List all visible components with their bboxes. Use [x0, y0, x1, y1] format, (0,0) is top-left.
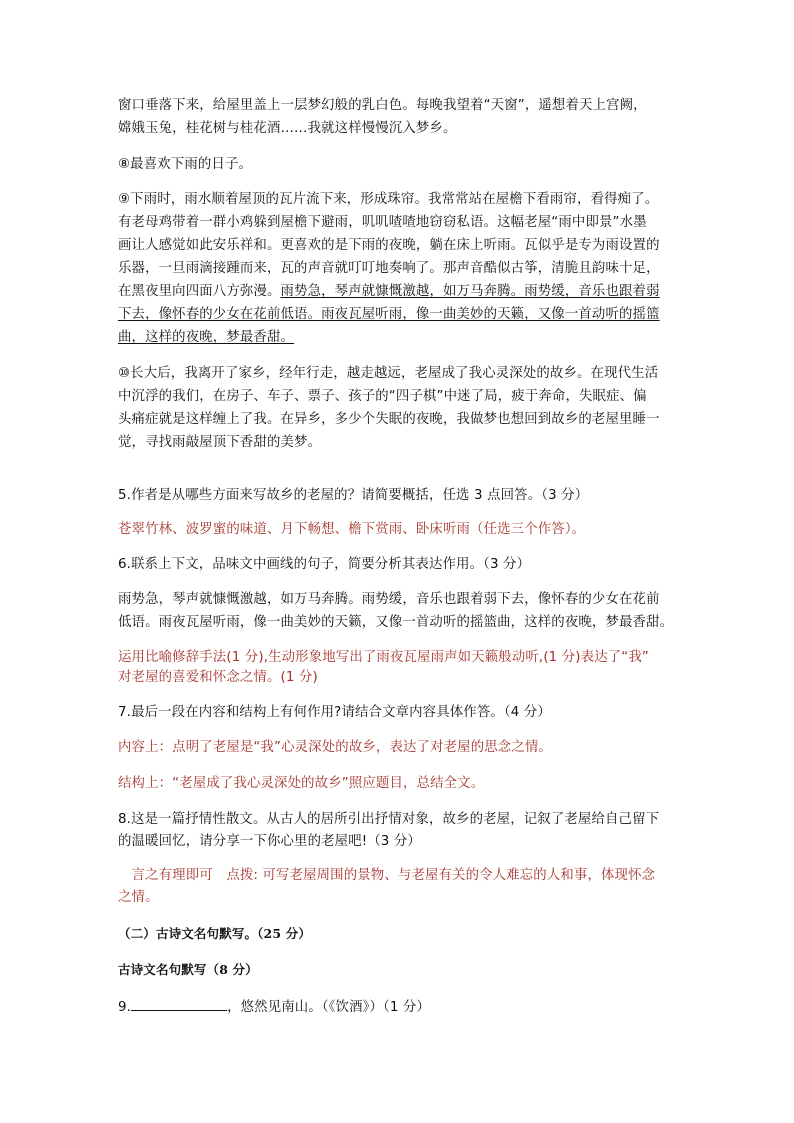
fill-in-blank[interactable] — [131, 996, 227, 1011]
underlined-sentence: 雨势急，琴声就慷慨激越，如万马奔腾。雨势缓，音乐也跟着弱 — [280, 284, 660, 299]
passage-p10-line4: 觉，寻找雨敲屋顶下香甜的美梦。 — [118, 435, 322, 450]
question-6-quote-line1: 雨势急，琴声就慷慨激越，如万马奔腾。雨势缓，音乐也跟着弱下去，像怀春的少女在花前 — [118, 592, 660, 607]
answer-6-line2: 对老屋的喜爱和怀念之情。(1 分) — [118, 670, 318, 685]
question-6: 6.联系上下文，品味文中画线的句子，简要分析其表达作用。（3 分） — [118, 557, 531, 572]
passage-p10-line3: 头痛症就是这样缠上了我。在异乡，多少个失眠的夜晚，我做梦也想回到故乡的老屋里睡一 — [118, 412, 660, 427]
question-8-line2: 的温暖回忆，请分享一下你心里的老屋吧!（3 分） — [118, 834, 421, 849]
question-8-line1: 8.这是一篇抒情性散文。从古人的居所引出抒情对象，故乡的老屋，记叙了老屋给自己留下 — [118, 812, 660, 827]
passage-p9-line4: 乐器，一旦雨滴接踵而来，瓦的声音就叮叮地奏响了。那声音酷似古筝，清脆且韵味十足， — [118, 261, 660, 276]
passage-p9-line5-plain: 在黑夜里向四面八方弥漫。 — [118, 284, 281, 299]
question-9-number: 9. — [118, 1000, 132, 1015]
passage-p9-line1: ⑨下雨时，雨水顺着屋顶的瓦片流下来，形成珠帘。我常常站在屋檐下看雨帘，看得痴了。 — [118, 192, 659, 207]
passage-p9-line3: 画让人感觉如此安乐祥和。更喜欢的是下雨的夜晚，躺在床上听雨。瓦似乎是专为雨设置的 — [118, 238, 660, 253]
passage-p7-line1: 窗口垂落下来，给屋里盖上一层梦幻般的乳白色。每晚我望着“天窗”，遥想着天上宫阙， — [118, 98, 647, 113]
passage-p9-line2: 有老母鸡带着一群小鸡躲到屋檐下避雨，叽叽喳喳地窃窃私语。这幅老屋“雨中即景”水墨 — [118, 215, 647, 230]
answer-5: 苍翠竹林、波罗蜜的味道、月下畅想、檐下赏雨、卧床听雨（任选三个作答）。 — [118, 522, 586, 537]
answer-7-structure: 结构上：“老屋成了我心灵深处的故乡”照应题目，总结全文。 — [118, 776, 485, 791]
passage-p10-line2: 中沉浮的我们，在房子、车子、票子、孩子的“四子棋”中迷了局，疲于奔命，失眠症、偏 — [118, 389, 647, 404]
underlined-sentence-line3: 曲，这样的夜晚，梦最香甜。 — [118, 330, 295, 345]
answer-6-line1: 运用比喻修辞手法(1 分),生动形象地写出了雨夜瓦屋雨声如天籁般动听,(1 分)表达了“我” — [118, 650, 650, 665]
question-9-text: ，悠然见南山。（《饮酒》）（1 分） — [227, 1000, 431, 1015]
answer-8-line1: 言之有理即可 点拨: 可写老屋周围的景物、与老屋有关的令人难忘的人和事，体现怀念 — [118, 868, 656, 883]
section-subheading: 古诗文名句默写（8 分） — [118, 962, 258, 977]
answer-8-line2: 之情。 — [118, 890, 159, 905]
passage-p8: ⑧最喜欢下雨的日子。 — [118, 157, 253, 172]
question-6-quote-line2: 低语。雨夜瓦屋听雨，像一曲美妙的天籁，又像一首动听的摇篮曲，这样的夜晚，梦最香甜。 — [118, 615, 674, 630]
underlined-sentence-line2: 下去，像怀春的少女在花前低语。雨夜瓦屋听雨，像一曲美妙的天籁，又像一首动听的摇篮 — [118, 307, 660, 322]
question-9 — [118, 996, 430, 1018]
passage-p9-line5 — [118, 282, 660, 302]
passage-p10-line1: ⑩长大后，我离开了家乡，经年行走，越走越远，老屋成了我心灵深处的故乡。在现代生活 — [118, 366, 659, 381]
question-5: 5.作者是从哪些方面来写故乡的老屋的？请简要概括，任选 3 点回答。（3 分） — [118, 488, 589, 503]
answer-7-content: 内容上：点明了老屋是“我”心灵深处的故乡，表达了对老屋的思念之情。 — [118, 740, 552, 755]
question-7: 7.最后一段在内容和结构上有何作用?请结合文章内容具体作答。（4 分） — [118, 705, 551, 720]
passage-p7-line2: 嫦娥玉兔，桂花树与桂花酒……我就这样慢慢沉入梦乡。 — [118, 121, 457, 136]
section-heading: （二）古诗文名句默写。（25 分） — [118, 926, 312, 941]
